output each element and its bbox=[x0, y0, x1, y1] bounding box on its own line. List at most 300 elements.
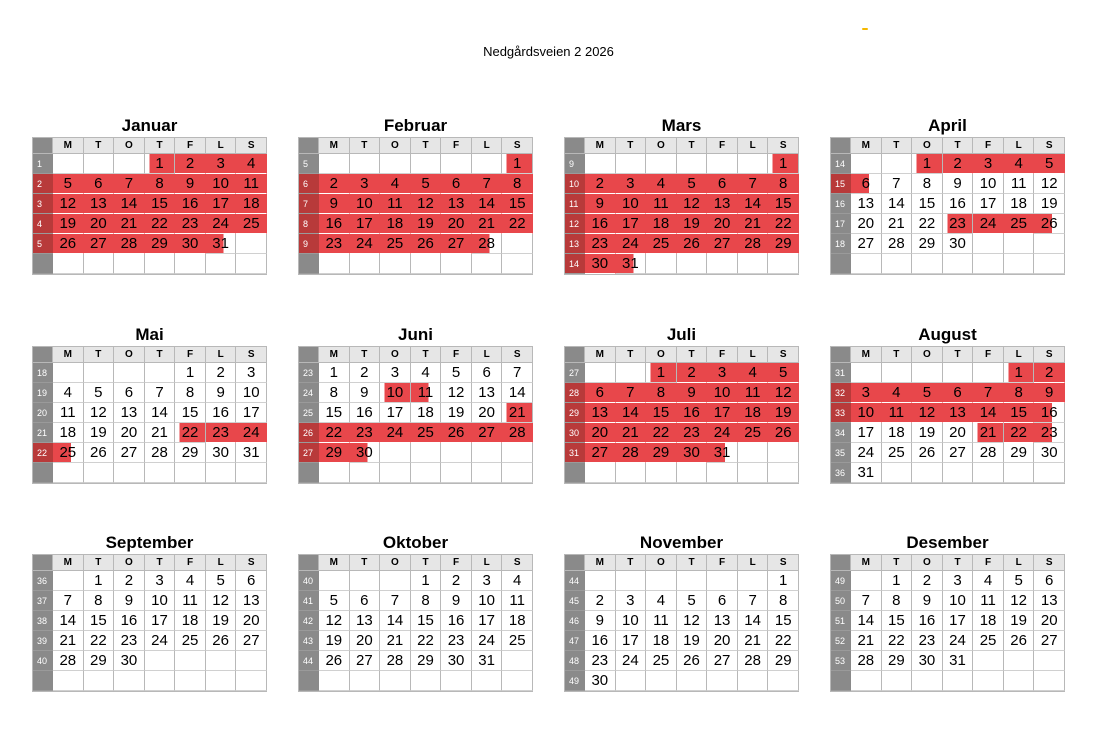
day-cell[interactable]: 13 bbox=[236, 591, 267, 611]
day-cell[interactable]: 8 bbox=[319, 383, 350, 403]
day-cell[interactable]: 13 bbox=[114, 403, 145, 423]
day-cell[interactable]: 10 bbox=[380, 383, 411, 403]
day-cell[interactable]: 27 bbox=[851, 234, 882, 254]
day-cell[interactable]: 4 bbox=[411, 363, 442, 383]
day-cell[interactable]: 12 bbox=[677, 611, 708, 631]
day-cell[interactable]: 8 bbox=[84, 591, 115, 611]
day-cell[interactable]: 20 bbox=[1034, 611, 1065, 631]
day-cell[interactable]: 16 bbox=[1034, 403, 1065, 423]
day-cell[interactable]: 25 bbox=[973, 631, 1004, 651]
day-cell[interactable]: 23 bbox=[114, 631, 145, 651]
day-cell[interactable]: 11 bbox=[646, 611, 677, 631]
day-cell[interactable]: 16 bbox=[175, 194, 206, 214]
day-cell[interactable]: 10 bbox=[472, 591, 503, 611]
day-cell[interactable]: 20 bbox=[472, 403, 503, 423]
day-cell[interactable]: 12 bbox=[84, 403, 115, 423]
day-cell[interactable]: 19 bbox=[1034, 194, 1065, 214]
day-cell[interactable]: 9 bbox=[585, 194, 616, 214]
day-cell[interactable]: 23 bbox=[206, 423, 237, 443]
day-cell[interactable]: 6 bbox=[236, 571, 267, 591]
day-cell[interactable]: 22 bbox=[768, 631, 799, 651]
day-cell[interactable]: 11 bbox=[236, 174, 267, 194]
day-cell[interactable]: 24 bbox=[350, 234, 381, 254]
day-cell[interactable]: 20 bbox=[585, 423, 616, 443]
day-cell[interactable]: 5 bbox=[1004, 571, 1035, 591]
day-cell[interactable]: 16 bbox=[585, 214, 616, 234]
day-cell[interactable]: 16 bbox=[206, 403, 237, 423]
day-cell[interactable]: 6 bbox=[350, 591, 381, 611]
day-cell[interactable]: 19 bbox=[411, 214, 442, 234]
day-cell[interactable]: 22 bbox=[768, 214, 799, 234]
day-cell[interactable]: 17 bbox=[943, 611, 974, 631]
day-cell[interactable]: 22 bbox=[175, 423, 206, 443]
day-cell[interactable]: 19 bbox=[1004, 611, 1035, 631]
day-cell[interactable]: 30 bbox=[350, 443, 381, 463]
day-cell[interactable]: 29 bbox=[1004, 443, 1035, 463]
day-cell[interactable]: 20 bbox=[114, 423, 145, 443]
day-cell[interactable]: 27 bbox=[943, 443, 974, 463]
day-cell[interactable]: 15 bbox=[768, 611, 799, 631]
day-cell[interactable]: 26 bbox=[53, 234, 84, 254]
day-cell[interactable]: 13 bbox=[350, 611, 381, 631]
day-cell[interactable]: 9 bbox=[912, 591, 943, 611]
day-cell[interactable]: 9 bbox=[943, 174, 974, 194]
day-cell[interactable]: 9 bbox=[350, 383, 381, 403]
day-cell[interactable]: 29 bbox=[319, 443, 350, 463]
day-cell[interactable]: 22 bbox=[411, 631, 442, 651]
day-cell[interactable]: 18 bbox=[882, 423, 913, 443]
day-cell[interactable]: 19 bbox=[84, 423, 115, 443]
day-cell[interactable]: 7 bbox=[472, 174, 503, 194]
day-cell[interactable]: 17 bbox=[206, 194, 237, 214]
day-cell[interactable]: 23 bbox=[350, 423, 381, 443]
day-cell[interactable]: 27 bbox=[1034, 631, 1065, 651]
day-cell[interactable]: 29 bbox=[84, 651, 115, 671]
day-cell[interactable]: 25 bbox=[380, 234, 411, 254]
day-cell[interactable]: 21 bbox=[145, 423, 176, 443]
day-cell[interactable]: 14 bbox=[616, 403, 647, 423]
day-cell[interactable]: 4 bbox=[646, 174, 677, 194]
day-cell[interactable]: 4 bbox=[882, 383, 913, 403]
day-cell[interactable]: 15 bbox=[882, 611, 913, 631]
day-cell[interactable]: 30 bbox=[677, 443, 708, 463]
day-cell[interactable]: 31 bbox=[616, 254, 647, 274]
day-cell[interactable]: 6 bbox=[851, 174, 882, 194]
day-cell[interactable]: 25 bbox=[738, 423, 769, 443]
day-cell[interactable]: 13 bbox=[441, 194, 472, 214]
day-cell[interactable]: 26 bbox=[768, 423, 799, 443]
day-cell[interactable]: 30 bbox=[943, 234, 974, 254]
day-cell[interactable]: 5 bbox=[319, 591, 350, 611]
day-cell[interactable]: 22 bbox=[1004, 423, 1035, 443]
day-cell[interactable]: 18 bbox=[1004, 194, 1035, 214]
day-cell[interactable]: 21 bbox=[973, 423, 1004, 443]
day-cell[interactable]: 11 bbox=[411, 383, 442, 403]
day-cell[interactable]: 28 bbox=[472, 234, 503, 254]
day-cell[interactable]: 2 bbox=[319, 174, 350, 194]
day-cell[interactable]: 29 bbox=[175, 443, 206, 463]
day-cell[interactable]: 7 bbox=[738, 591, 769, 611]
day-cell[interactable]: 20 bbox=[943, 423, 974, 443]
day-cell[interactable]: 30 bbox=[441, 651, 472, 671]
day-cell[interactable]: 4 bbox=[380, 174, 411, 194]
day-cell[interactable]: 7 bbox=[851, 591, 882, 611]
day-cell[interactable]: 11 bbox=[973, 591, 1004, 611]
day-cell[interactable]: 14 bbox=[502, 383, 533, 403]
day-cell[interactable]: 15 bbox=[175, 403, 206, 423]
day-cell[interactable]: 4 bbox=[738, 363, 769, 383]
day-cell[interactable]: 16 bbox=[912, 611, 943, 631]
day-cell[interactable]: 31 bbox=[707, 443, 738, 463]
day-cell[interactable]: 21 bbox=[882, 214, 913, 234]
day-cell[interactable]: 7 bbox=[53, 591, 84, 611]
day-cell[interactable]: 27 bbox=[114, 443, 145, 463]
day-cell[interactable]: 7 bbox=[973, 383, 1004, 403]
day-cell[interactable]: 11 bbox=[1004, 174, 1035, 194]
day-cell[interactable]: 1 bbox=[882, 571, 913, 591]
day-cell[interactable]: 3 bbox=[707, 363, 738, 383]
day-cell[interactable]: 18 bbox=[411, 403, 442, 423]
day-cell[interactable]: 1 bbox=[768, 571, 799, 591]
day-cell[interactable]: 6 bbox=[114, 383, 145, 403]
day-cell[interactable]: 4 bbox=[502, 571, 533, 591]
day-cell[interactable]: 3 bbox=[145, 571, 176, 591]
day-cell[interactable]: 6 bbox=[943, 383, 974, 403]
day-cell[interactable]: 13 bbox=[707, 194, 738, 214]
day-cell[interactable]: 12 bbox=[1004, 591, 1035, 611]
day-cell[interactable]: 16 bbox=[943, 194, 974, 214]
day-cell[interactable]: 4 bbox=[175, 571, 206, 591]
day-cell[interactable]: 14 bbox=[973, 403, 1004, 423]
day-cell[interactable]: 8 bbox=[1004, 383, 1035, 403]
day-cell[interactable]: 31 bbox=[206, 234, 237, 254]
day-cell[interactable]: 7 bbox=[738, 174, 769, 194]
day-cell[interactable]: 3 bbox=[472, 571, 503, 591]
day-cell[interactable]: 8 bbox=[145, 174, 176, 194]
day-cell[interactable]: 28 bbox=[616, 443, 647, 463]
day-cell[interactable]: 17 bbox=[707, 403, 738, 423]
day-cell[interactable]: 3 bbox=[616, 591, 647, 611]
day-cell[interactable]: 30 bbox=[585, 254, 616, 274]
day-cell[interactable]: 8 bbox=[502, 174, 533, 194]
day-cell[interactable]: 6 bbox=[585, 383, 616, 403]
day-cell[interactable]: 7 bbox=[616, 383, 647, 403]
day-cell[interactable]: 24 bbox=[206, 214, 237, 234]
day-cell[interactable]: 3 bbox=[973, 154, 1004, 174]
day-cell[interactable]: 7 bbox=[145, 383, 176, 403]
day-cell[interactable]: 24 bbox=[616, 651, 647, 671]
day-cell[interactable]: 2 bbox=[912, 571, 943, 591]
day-cell[interactable]: 5 bbox=[53, 174, 84, 194]
day-cell[interactable]: 26 bbox=[319, 651, 350, 671]
day-cell[interactable]: 23 bbox=[175, 214, 206, 234]
day-cell[interactable]: 17 bbox=[616, 214, 647, 234]
day-cell[interactable]: 22 bbox=[84, 631, 115, 651]
day-cell[interactable]: 16 bbox=[350, 403, 381, 423]
day-cell[interactable]: 3 bbox=[206, 154, 237, 174]
day-cell[interactable]: 10 bbox=[943, 591, 974, 611]
day-cell[interactable]: 4 bbox=[646, 591, 677, 611]
day-cell[interactable]: 26 bbox=[912, 443, 943, 463]
day-cell[interactable]: 13 bbox=[943, 403, 974, 423]
day-cell[interactable]: 21 bbox=[472, 214, 503, 234]
day-cell[interactable]: 20 bbox=[236, 611, 267, 631]
day-cell[interactable]: 29 bbox=[882, 651, 913, 671]
day-cell[interactable]: 2 bbox=[585, 174, 616, 194]
day-cell[interactable]: 28 bbox=[738, 651, 769, 671]
day-cell[interactable]: 18 bbox=[236, 194, 267, 214]
day-cell[interactable]: 1 bbox=[319, 363, 350, 383]
day-cell[interactable]: 2 bbox=[1034, 363, 1065, 383]
day-cell[interactable]: 28 bbox=[53, 651, 84, 671]
day-cell[interactable]: 24 bbox=[145, 631, 176, 651]
day-cell[interactable]: 24 bbox=[973, 214, 1004, 234]
day-cell[interactable]: 20 bbox=[707, 214, 738, 234]
day-cell[interactable]: 17 bbox=[973, 194, 1004, 214]
day-cell[interactable]: 8 bbox=[411, 591, 442, 611]
day-cell[interactable]: 19 bbox=[206, 611, 237, 631]
day-cell[interactable]: 4 bbox=[1004, 154, 1035, 174]
day-cell[interactable]: 1 bbox=[912, 154, 943, 174]
day-cell[interactable]: 3 bbox=[236, 363, 267, 383]
day-cell[interactable]: 10 bbox=[236, 383, 267, 403]
day-cell[interactable]: 8 bbox=[882, 591, 913, 611]
day-cell[interactable]: 29 bbox=[768, 234, 799, 254]
day-cell[interactable]: 30 bbox=[585, 671, 616, 691]
day-cell[interactable]: 23 bbox=[943, 214, 974, 234]
day-cell[interactable]: 2 bbox=[350, 363, 381, 383]
day-cell[interactable]: 20 bbox=[441, 214, 472, 234]
day-cell[interactable]: 5 bbox=[206, 571, 237, 591]
day-cell[interactable]: 13 bbox=[1034, 591, 1065, 611]
day-cell[interactable]: 6 bbox=[441, 174, 472, 194]
day-cell[interactable]: 14 bbox=[738, 194, 769, 214]
day-cell[interactable]: 24 bbox=[380, 423, 411, 443]
day-cell[interactable]: 3 bbox=[616, 174, 647, 194]
day-cell[interactable]: 12 bbox=[677, 194, 708, 214]
day-cell[interactable]: 28 bbox=[502, 423, 533, 443]
day-cell[interactable]: 19 bbox=[768, 403, 799, 423]
day-cell[interactable]: 27 bbox=[84, 234, 115, 254]
day-cell[interactable]: 13 bbox=[851, 194, 882, 214]
day-cell[interactable]: 15 bbox=[411, 611, 442, 631]
day-cell[interactable]: 23 bbox=[585, 651, 616, 671]
day-cell[interactable]: 23 bbox=[585, 234, 616, 254]
day-cell[interactable]: 10 bbox=[206, 174, 237, 194]
day-cell[interactable]: 18 bbox=[380, 214, 411, 234]
day-cell[interactable]: 2 bbox=[585, 591, 616, 611]
day-cell[interactable]: 15 bbox=[912, 194, 943, 214]
day-cell[interactable]: 2 bbox=[677, 363, 708, 383]
day-cell[interactable]: 29 bbox=[145, 234, 176, 254]
day-cell[interactable]: 22 bbox=[912, 214, 943, 234]
day-cell[interactable]: 8 bbox=[175, 383, 206, 403]
day-cell[interactable]: 10 bbox=[350, 194, 381, 214]
day-cell[interactable]: 23 bbox=[912, 631, 943, 651]
day-cell[interactable]: 12 bbox=[53, 194, 84, 214]
day-cell[interactable]: 8 bbox=[912, 174, 943, 194]
day-cell[interactable]: 15 bbox=[319, 403, 350, 423]
day-cell[interactable]: 21 bbox=[738, 631, 769, 651]
day-cell[interactable]: 3 bbox=[851, 383, 882, 403]
day-cell[interactable]: 14 bbox=[882, 194, 913, 214]
day-cell[interactable]: 6 bbox=[472, 363, 503, 383]
day-cell[interactable]: 21 bbox=[53, 631, 84, 651]
day-cell[interactable]: 11 bbox=[882, 403, 913, 423]
day-cell[interactable]: 22 bbox=[319, 423, 350, 443]
day-cell[interactable]: 2 bbox=[943, 154, 974, 174]
day-cell[interactable]: 6 bbox=[1034, 571, 1065, 591]
day-cell[interactable]: 11 bbox=[175, 591, 206, 611]
day-cell[interactable]: 5 bbox=[84, 383, 115, 403]
day-cell[interactable]: 28 bbox=[380, 651, 411, 671]
day-cell[interactable]: 31 bbox=[236, 443, 267, 463]
day-cell[interactable]: 13 bbox=[707, 611, 738, 631]
day-cell[interactable]: 8 bbox=[646, 383, 677, 403]
day-cell[interactable]: 12 bbox=[912, 403, 943, 423]
day-cell[interactable]: 1 bbox=[145, 154, 176, 174]
day-cell[interactable]: 23 bbox=[1034, 423, 1065, 443]
day-cell[interactable]: 26 bbox=[84, 443, 115, 463]
day-cell[interactable]: 28 bbox=[114, 234, 145, 254]
day-cell[interactable]: 21 bbox=[380, 631, 411, 651]
day-cell[interactable]: 11 bbox=[738, 383, 769, 403]
day-cell[interactable]: 9 bbox=[1034, 383, 1065, 403]
day-cell[interactable]: 22 bbox=[882, 631, 913, 651]
day-cell[interactable]: 25 bbox=[882, 443, 913, 463]
day-cell[interactable]: 4 bbox=[973, 571, 1004, 591]
day-cell[interactable]: 10 bbox=[145, 591, 176, 611]
day-cell[interactable]: 18 bbox=[973, 611, 1004, 631]
day-cell[interactable]: 13 bbox=[472, 383, 503, 403]
day-cell[interactable]: 14 bbox=[114, 194, 145, 214]
day-cell[interactable]: 3 bbox=[943, 571, 974, 591]
day-cell[interactable]: 1 bbox=[84, 571, 115, 591]
day-cell[interactable]: 2 bbox=[206, 363, 237, 383]
day-cell[interactable]: 17 bbox=[616, 631, 647, 651]
day-cell[interactable]: 14 bbox=[145, 403, 176, 423]
day-cell[interactable]: 25 bbox=[175, 631, 206, 651]
day-cell[interactable]: 16 bbox=[114, 611, 145, 631]
day-cell[interactable]: 24 bbox=[707, 423, 738, 443]
day-cell[interactable]: 21 bbox=[738, 214, 769, 234]
day-cell[interactable]: 2 bbox=[441, 571, 472, 591]
day-cell[interactable]: 14 bbox=[851, 611, 882, 631]
day-cell[interactable]: 12 bbox=[206, 591, 237, 611]
day-cell[interactable]: 7 bbox=[380, 591, 411, 611]
day-cell[interactable]: 27 bbox=[472, 423, 503, 443]
day-cell[interactable]: 23 bbox=[441, 631, 472, 651]
day-cell[interactable]: 10 bbox=[616, 194, 647, 214]
day-cell[interactable]: 28 bbox=[851, 651, 882, 671]
day-cell[interactable]: 12 bbox=[768, 383, 799, 403]
day-cell[interactable]: 26 bbox=[677, 651, 708, 671]
day-cell[interactable]: 30 bbox=[175, 234, 206, 254]
day-cell[interactable]: 24 bbox=[236, 423, 267, 443]
day-cell[interactable]: 9 bbox=[175, 174, 206, 194]
day-cell[interactable]: 23 bbox=[319, 234, 350, 254]
day-cell[interactable]: 25 bbox=[236, 214, 267, 234]
day-cell[interactable]: 9 bbox=[677, 383, 708, 403]
day-cell[interactable]: 20 bbox=[707, 631, 738, 651]
day-cell[interactable]: 22 bbox=[145, 214, 176, 234]
day-cell[interactable]: 16 bbox=[441, 611, 472, 631]
day-cell[interactable]: 18 bbox=[53, 423, 84, 443]
day-cell[interactable]: 20 bbox=[350, 631, 381, 651]
day-cell[interactable]: 7 bbox=[114, 174, 145, 194]
day-cell[interactable]: 15 bbox=[1004, 403, 1035, 423]
day-cell[interactable]: 18 bbox=[646, 214, 677, 234]
day-cell[interactable]: 25 bbox=[53, 443, 84, 463]
day-cell[interactable]: 12 bbox=[441, 383, 472, 403]
day-cell[interactable]: 22 bbox=[646, 423, 677, 443]
day-cell[interactable]: 15 bbox=[646, 403, 677, 423]
day-cell[interactable]: 1 bbox=[1004, 363, 1035, 383]
day-cell[interactable]: 15 bbox=[502, 194, 533, 214]
day-cell[interactable]: 16 bbox=[585, 631, 616, 651]
day-cell[interactable]: 27 bbox=[707, 651, 738, 671]
day-cell[interactable]: 18 bbox=[175, 611, 206, 631]
day-cell[interactable]: 19 bbox=[912, 423, 943, 443]
day-cell[interactable]: 26 bbox=[441, 423, 472, 443]
day-cell[interactable]: 4 bbox=[53, 383, 84, 403]
day-cell[interactable]: 16 bbox=[677, 403, 708, 423]
day-cell[interactable]: 24 bbox=[472, 631, 503, 651]
day-cell[interactable]: 29 bbox=[912, 234, 943, 254]
day-cell[interactable]: 21 bbox=[114, 214, 145, 234]
day-cell[interactable]: 19 bbox=[677, 214, 708, 234]
day-cell[interactable]: 27 bbox=[350, 651, 381, 671]
day-cell[interactable]: 11 bbox=[502, 591, 533, 611]
day-cell[interactable]: 3 bbox=[350, 174, 381, 194]
day-cell[interactable]: 5 bbox=[1034, 154, 1065, 174]
day-cell[interactable]: 21 bbox=[502, 403, 533, 423]
day-cell[interactable]: 25 bbox=[646, 651, 677, 671]
day-cell[interactable]: 12 bbox=[1034, 174, 1065, 194]
day-cell[interactable]: 7 bbox=[502, 363, 533, 383]
day-cell[interactable]: 19 bbox=[677, 631, 708, 651]
day-cell[interactable]: 14 bbox=[738, 611, 769, 631]
day-cell[interactable]: 15 bbox=[145, 194, 176, 214]
day-cell[interactable]: 28 bbox=[738, 234, 769, 254]
day-cell[interactable]: 5 bbox=[912, 383, 943, 403]
day-cell[interactable]: 31 bbox=[943, 651, 974, 671]
day-cell[interactable]: 17 bbox=[380, 403, 411, 423]
day-cell[interactable]: 29 bbox=[646, 443, 677, 463]
day-cell[interactable]: 17 bbox=[472, 611, 503, 631]
day-cell[interactable]: 21 bbox=[616, 423, 647, 443]
day-cell[interactable]: 29 bbox=[411, 651, 442, 671]
day-cell[interactable]: 22 bbox=[502, 214, 533, 234]
day-cell[interactable]: 10 bbox=[616, 611, 647, 631]
day-cell[interactable]: 10 bbox=[707, 383, 738, 403]
day-cell[interactable]: 26 bbox=[1034, 214, 1065, 234]
day-cell[interactable]: 26 bbox=[411, 234, 442, 254]
day-cell[interactable]: 28 bbox=[973, 443, 1004, 463]
day-cell[interactable]: 2 bbox=[175, 154, 206, 174]
day-cell[interactable]: 24 bbox=[851, 443, 882, 463]
day-cell[interactable]: 11 bbox=[646, 194, 677, 214]
day-cell[interactable]: 17 bbox=[145, 611, 176, 631]
day-cell[interactable]: 9 bbox=[206, 383, 237, 403]
day-cell[interactable]: 30 bbox=[1034, 443, 1065, 463]
day-cell[interactable]: 25 bbox=[411, 423, 442, 443]
day-cell[interactable]: 26 bbox=[206, 631, 237, 651]
day-cell[interactable]: 9 bbox=[441, 591, 472, 611]
day-cell[interactable]: 23 bbox=[677, 423, 708, 443]
day-cell[interactable]: 12 bbox=[411, 194, 442, 214]
day-cell[interactable]: 30 bbox=[114, 651, 145, 671]
